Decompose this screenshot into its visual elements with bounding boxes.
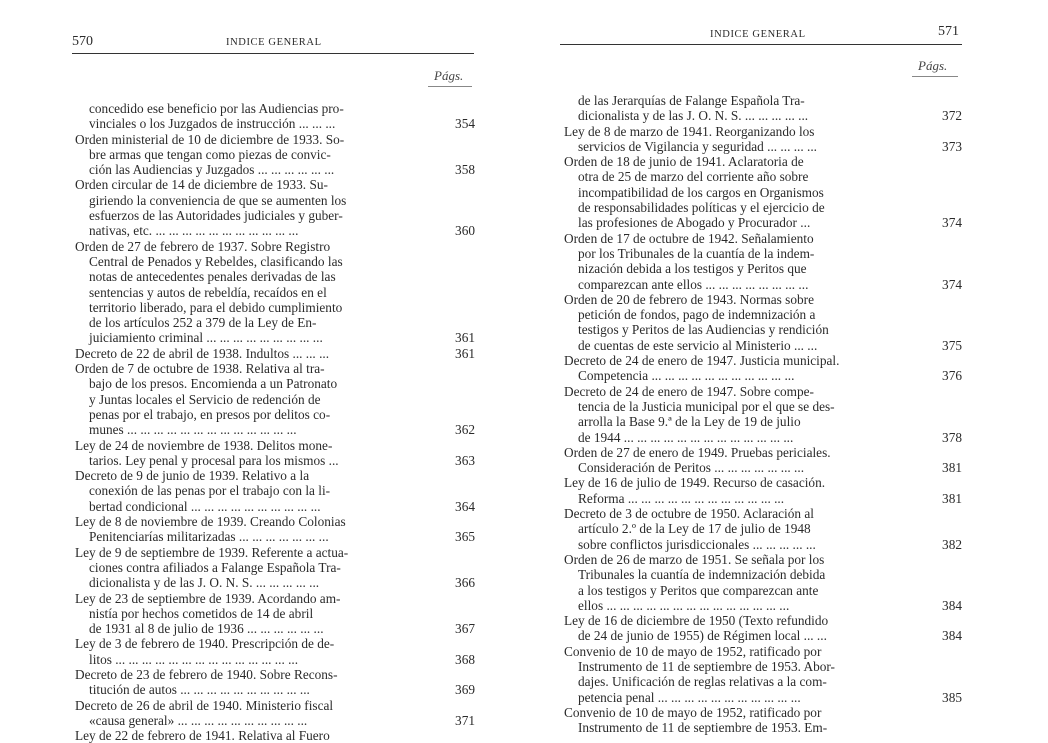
entry-line: munes ... ... ... ... ... ... ... ... ... ... ... ... ...	[89, 422, 297, 438]
entry-line: Decreto de 24 de enero de 1947. Justicia municipal.	[564, 353, 840, 369]
entry-line: dicionalista y de las J. O. N. S. ... ... ... ... ...	[89, 575, 320, 591]
entry-line: Convenio de 10 de mayo de 1952, ratificado por	[564, 704, 822, 720]
entry-line: Decreto de 9 de junio de 1939. Relativo a la	[75, 468, 310, 484]
entry-line: Orden ministerial de 10 de diciembre de 1933. So-	[75, 131, 345, 147]
entry-page-number: 384	[942, 628, 962, 644]
index-entry	[564, 93, 962, 124]
entry-line: Orden de 17 de octubre de 1942. Señalamiento	[564, 230, 814, 246]
entry-line: testigos y Peritos de las Audiencias y rendición	[578, 322, 829, 338]
entry-line: Central de Penados y Rebeldes, clasificando las	[89, 253, 343, 269]
entry-line: nización debida a los testigos y Peritos que	[578, 261, 807, 277]
entry-line: Tribunales la cuantía de indemnización debida	[578, 567, 826, 583]
entry-page-number: 382	[942, 536, 962, 552]
entry-page-number: 362	[455, 422, 475, 438]
entry-line: Decreto de 23 de febrero de 1940. Sobre Recons-	[75, 666, 338, 682]
entry-line: vinciales o los Juzgados de instrucción ... ... ...	[89, 116, 336, 132]
entry-line: arrolla la Base 9.ª de la Ley de 19 de julio	[578, 414, 801, 430]
entry-line: Orden de 27 de febrero de 1937. Sobre Registro	[75, 238, 331, 254]
entry-line: penas por el trabajo, en presos por delitos co-	[89, 406, 331, 422]
entry-line: litos ... ... ... ... ... ... ... ... ... ... ... ... ... ...	[89, 651, 299, 667]
entry-line: «causa general» ... ... ... ... ... ... ... ... ... ...	[89, 712, 308, 728]
entry-page-number: 358	[455, 162, 475, 178]
entry-page-number: 360	[455, 223, 475, 239]
entry-page-number: 354	[455, 116, 475, 132]
entry-page-number: 364	[455, 498, 475, 514]
entry-line: Ley de 24 de noviembre de 1938. Delitos mone-	[75, 437, 333, 453]
entry-line: notas de antecedentes penales derivadas de las	[89, 269, 336, 285]
left-page	[0, 0, 510, 743]
index-entry	[564, 552, 962, 613]
entry-page-number: 371	[455, 712, 475, 728]
index-entry	[564, 231, 962, 292]
index-entry	[564, 445, 962, 476]
index-entry	[75, 468, 475, 514]
entry-line: Convenio de 10 de mayo de 1952, ratificado por	[564, 643, 822, 659]
entry-page-number: 381	[942, 490, 962, 506]
entry-page-number: 378	[942, 429, 962, 445]
index-entry	[75, 346, 475, 361]
index-entry	[75, 591, 475, 637]
entry-line: de 1944 ... ... ... ... ... ... ... ... ... ... ... ... ...	[578, 429, 794, 445]
entry-page-number: 363	[455, 452, 475, 468]
index-entry	[564, 384, 962, 445]
right-page	[520, 0, 1048, 736]
left-pags-label: Págs.	[434, 68, 464, 83]
right-entry-list	[564, 93, 962, 735]
index-entry	[564, 124, 962, 155]
left-header-rule	[72, 53, 474, 54]
index-entry	[75, 545, 475, 591]
entry-page-number: 376	[942, 368, 962, 384]
entry-page-number: 366	[455, 575, 475, 591]
entry-page-number: 365	[455, 529, 475, 545]
index-entry	[564, 475, 962, 506]
entry-line: titución de autos ... ... ... ... ... ... ... ... ... ...	[89, 682, 310, 698]
right-page-number: 571	[938, 24, 959, 39]
entry-line: ción las Audiencias y Juzgados ... ... ... ... ... ...	[89, 162, 335, 178]
index-entry	[75, 361, 475, 437]
entry-line: Penitenciarías militarizadas ... ... ... ... ... ... ...	[89, 529, 329, 545]
entry-line: bre armas que tengan como piezas de convic-	[89, 146, 331, 162]
right-pags-label: Págs.	[918, 58, 948, 73]
entry-line: artículo 2.º de la Ley de 17 de julio de 1948	[578, 521, 811, 537]
index-entry	[75, 636, 475, 667]
entry-line: petencia penal ... ... ... ... ... ... ... ... ... ... ...	[578, 689, 801, 705]
entry-page-number: 373	[942, 138, 962, 154]
entry-line: Instrumento de 11 de septiembre de 1953. Abor-	[578, 658, 835, 674]
entry-line: las profesiones de Abogado y Procurador ...	[578, 215, 811, 231]
entry-line: juiciamiento criminal ... ... ... ... ... ... ... ... ...	[89, 330, 323, 346]
entry-line: de las Jerarquías de Falange Española Tra-	[578, 93, 805, 108]
entry-line: conexión de las penas por el trabajo con la li-	[89, 483, 331, 499]
entry-line: territorio liberado, para el debido cumplimiento	[89, 299, 343, 315]
entry-line: incompatibilidad de los cargos en Organismos	[578, 184, 824, 200]
entry-page-number: 381	[942, 460, 962, 476]
entry-line: ellos ... ... ... ... ... ... ... ... ... ... ... ... ... ...	[578, 597, 790, 613]
entry-page-number: 368	[455, 651, 475, 667]
entry-line: Orden de 7 de octubre de 1938. Relativa al tra-	[75, 361, 325, 377]
index-entry	[75, 101, 475, 132]
entry-page-number: 372	[942, 108, 962, 124]
entry-line: Reforma ... ... ... ... ... ... ... ... ... ... ... ...	[578, 490, 785, 506]
entry-line: Decreto de 3 de octubre de 1950. Aclaración al	[564, 506, 814, 522]
entry-line: de 24 de junio de 1955) de Régimen local ... ...	[578, 628, 827, 644]
entry-line: a los testigos y Peritos que comparezcan ante	[578, 582, 819, 598]
entry-line: Ley de 22 de febrero de 1941. Relativa al Fuero	[75, 728, 330, 743]
entry-line: Ley de 16 de diciembre de 1950 (Texto refundido	[564, 613, 829, 629]
right-running-title: INDICE GENERAL	[710, 29, 806, 40]
left-page-number: 570	[72, 34, 93, 49]
entry-line: sentencias y autos de rebeldía, recaídos en el	[89, 284, 327, 300]
left-entry-list	[75, 101, 475, 743]
entry-line: Instrumento de 11 de septiembre de 1953. Em-	[578, 720, 828, 736]
index-entry	[564, 705, 962, 736]
entry-line: Orden de 18 de junio de 1941. Aclaratoria de	[564, 154, 804, 170]
entry-line: de cuentas de este servicio al Ministerio ... ...	[578, 337, 818, 353]
entry-line: comparezcan ante ellos ... ... ... ... ... ... ... ...	[578, 276, 809, 292]
right-header-rule	[560, 44, 962, 45]
index-entry	[75, 177, 475, 238]
index-entry	[564, 506, 962, 552]
index-entry	[564, 644, 962, 705]
entry-line: dicionalista y de las J. O. N. S. ... ... ... ... ...	[578, 108, 809, 124]
index-entry	[75, 239, 475, 346]
entry-line: Ley de 8 de marzo de 1941. Reorganizando los	[564, 123, 815, 139]
entry-line: concedido ese beneficio por las Audiencias pro-	[89, 101, 344, 116]
entry-line: giriendo la conveniencia de que se aumenten los	[89, 192, 347, 208]
entry-line: Orden circular de 14 de diciembre de 1933. Su-	[75, 177, 328, 193]
entry-line: Ley de 8 de noviembre de 1939. Creando Colonias	[75, 514, 346, 530]
entry-page-number: 361	[455, 330, 475, 346]
entry-line: de 1931 al 8 de julio de 1936 ... ... ... ... ... ...	[89, 621, 324, 637]
entry-page-number: 374	[942, 276, 962, 292]
index-entry	[75, 514, 475, 545]
index-entry	[564, 292, 962, 353]
entry-line: otra de 25 de marzo del corriente año sobre	[578, 169, 809, 185]
entry-line: de los artículos 252 a 379 de la Ley de En-	[89, 315, 317, 331]
entry-line: servicios de Vigilancia y seguridad ... ... ... ...	[578, 138, 817, 154]
entry-line: Consideración de Peritos ... ... ... ... ... ... ...	[578, 460, 805, 476]
index-entry	[564, 154, 962, 230]
index-entry	[564, 613, 962, 644]
index-entry	[564, 353, 962, 384]
entry-line: Decreto de 22 de abril de 1938. Indultos ... ... ...	[75, 345, 330, 361]
entry-page-number: 384	[942, 597, 962, 613]
entry-line: ciones contra afiliados a Falange Española Tra-	[89, 559, 341, 575]
entry-line: Competencia ... ... ... ... ... ... ... ... ... ... ...	[578, 368, 795, 384]
entry-line: Decreto de 24 de enero de 1947. Sobre compe-	[564, 383, 814, 399]
entry-page-number: 367	[455, 621, 475, 637]
index-entry	[75, 438, 475, 469]
entry-line: dajes. Unificación de reglas relativas a la com-	[578, 674, 827, 690]
entry-line: Ley de 9 de septiembre de 1939. Referente a actua-	[75, 544, 349, 560]
entry-line: nistía por hechos cometidos de 14 de abril	[89, 605, 314, 621]
entry-line: tarios. Ley penal y procesal para los mismos ...	[89, 452, 339, 468]
entry-line: petición de fondos, pago de indemnización a	[578, 307, 816, 323]
entry-line: Orden de 26 de marzo de 1951. Se señala por los	[564, 551, 825, 567]
entry-line: bajo de los presos. Encomienda a un Patronato	[89, 376, 338, 392]
left-pags-rule	[428, 86, 472, 87]
entry-page-number: 361	[455, 345, 475, 361]
entry-line: por los Tribunales de la cuantía de la indem-	[578, 245, 815, 261]
left-running-title: INDICE GENERAL	[226, 37, 322, 48]
index-entry	[75, 698, 475, 729]
index-entry	[75, 728, 475, 743]
entry-line: bertad condicional ... ... ... ... ... ... ... ... ... ...	[89, 498, 321, 514]
entry-line: Ley de 23 de septiembre de 1939. Acordando am-	[75, 590, 341, 606]
entry-line: de responsabilidades políticas y el ejercicio de	[578, 200, 825, 216]
entry-line: esfuerzos de las Autoridades judiciales y guber-	[89, 208, 343, 224]
entry-line: sobre conflictos jurisdiccionales ... ... ... ... ...	[578, 536, 816, 552]
right-pags-rule	[912, 76, 958, 77]
index-entry	[75, 132, 475, 178]
entry-line: Decreto de 26 de abril de 1940. Ministerio fiscal	[75, 697, 334, 713]
entry-line: Ley de 16 de julio de 1949. Recurso de casación.	[564, 475, 826, 491]
entry-line: nativas, etc. ... ... ... ... ... ... ... ... ... ... ...	[89, 223, 299, 239]
entry-page-number: 385	[942, 689, 962, 705]
entry-line: Orden de 20 de febrero de 1943. Normas sobre	[564, 291, 814, 307]
entry-line: y Juntas locales el Servicio de redención de	[89, 391, 321, 407]
entry-line: Ley de 3 de febrero de 1940. Prescripción de de-	[75, 636, 335, 652]
entry-line: tencia de la Justicia municipal por el que se des-	[578, 398, 835, 414]
entry-page-number: 369	[455, 682, 475, 698]
entry-page-number: 375	[942, 337, 962, 353]
index-entry	[75, 667, 475, 698]
entry-line: Orden de 27 de enero de 1949. Pruebas periciales.	[564, 444, 831, 460]
entry-page-number: 374	[942, 215, 962, 231]
